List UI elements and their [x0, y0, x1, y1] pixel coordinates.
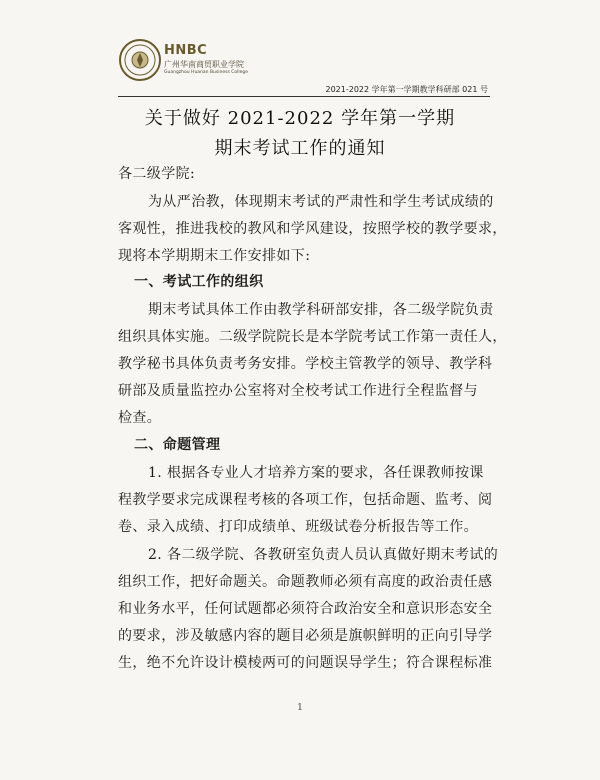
college-name-cn: 广州华南商贸职业学院 — [164, 60, 244, 69]
section-heading: 二、命题管理 — [134, 437, 221, 453]
document-title-line-1: 关于做好 2021-2022 学年第一学期 — [144, 108, 456, 129]
paragraph-line: 客观性，推进我校的教风和学风建设，按照学校的教学要求， — [118, 221, 507, 237]
college-abbr: HNBC — [164, 43, 208, 58]
college-brand — [164, 44, 248, 76]
header-divider — [118, 96, 490, 97]
paragraph-line: 1. 根据各专业人才培养方案的要求，各任课教师按课 — [148, 465, 484, 481]
college-name-en: Guangzhou Huanan Business College — [164, 70, 249, 75]
paragraph-line: 检查。 — [118, 410, 162, 426]
paragraph-line: 组织工作，把好命题关。命题教师必须有高度的政治责任感 — [118, 574, 493, 590]
paragraph-line: 教学秘书具体负责考务安排。学校主管教学的领导、教学科 — [118, 356, 493, 372]
paragraph-line: 为从严治教，体现期末考试的严肃性和学生考试成绩的 — [148, 194, 494, 210]
paragraph-line: 卷、录入成绩、打印成绩单、班级试卷分析报告等工作。 — [118, 519, 478, 535]
paragraph-line: 和业务水平，任何试题都必须符合政治安全和意识形态安全 — [118, 601, 493, 617]
paragraph-line: 程教学要求完成课程考核的各项工作，包括命题、监考、阅 — [118, 492, 493, 508]
paragraph-line: 生，绝不允许设计模棱两可的问题误导学生；符合课程标准 — [118, 655, 493, 671]
paragraph-line: 组织具体实施。二级学院院长是本学院考试工作第一责任人， — [118, 329, 507, 345]
paragraph-line: 期末考试具体工作由教学科研部安排，各二级学院负责 — [148, 302, 494, 318]
salutation: 各二级学院: — [118, 166, 196, 182]
paragraph-line: 现将本学期期末工作安排如下: — [118, 248, 311, 264]
section-heading: 一、考试工作的组织 — [134, 274, 264, 290]
paragraph-line: 研部及质量监控办公室将对全校考试工作进行全程监督与 — [118, 383, 478, 399]
paragraph-line: 的要求，涉及敏感内容的题目必须是旗帜鲜明的正向引导学 — [118, 628, 493, 644]
college-seal-icon — [118, 38, 162, 82]
paragraph-line: 2. 各二级学院、各教研室负责人员认真做好期末考试的 — [148, 547, 499, 563]
page-number: 1 — [297, 703, 303, 713]
document-number: 2021-2022 学年第一学期教学科研部 021 号 — [325, 85, 488, 94]
document-title-line-2: 期末考试工作的通知 — [214, 138, 386, 159]
